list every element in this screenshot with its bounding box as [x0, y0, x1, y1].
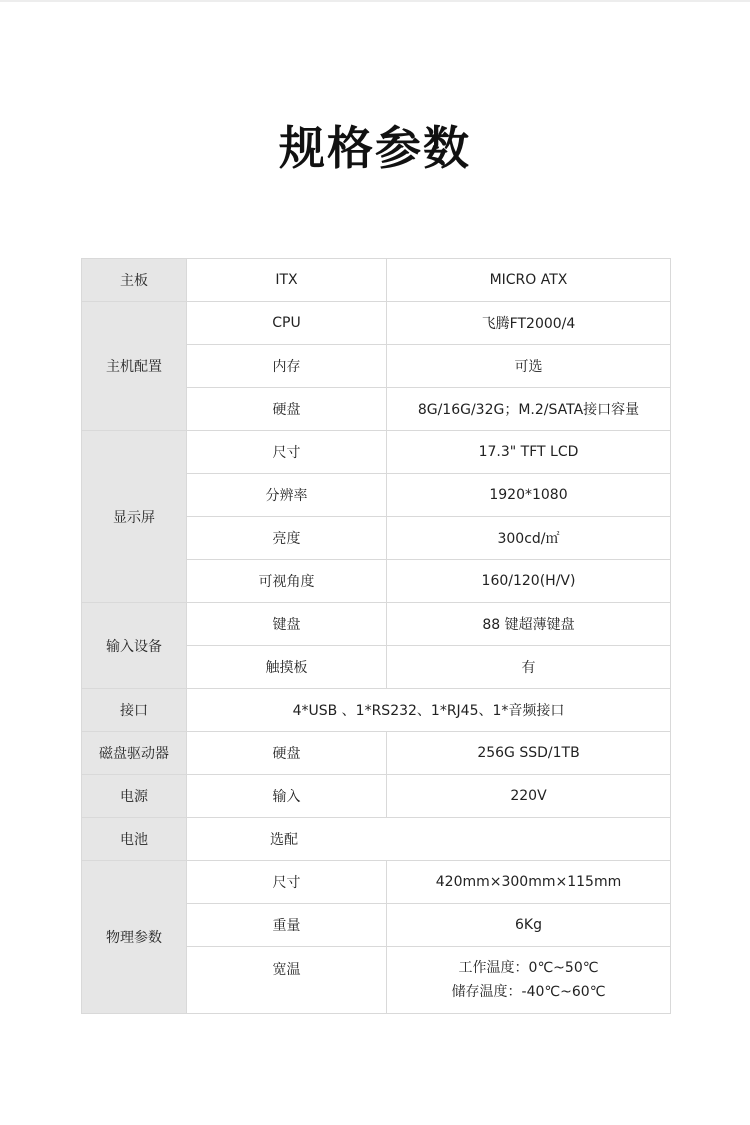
table-row	[82, 302, 671, 345]
table-cell: 256G SSD/1TB	[387, 732, 671, 775]
table-row	[82, 603, 671, 646]
category-host-config: 主机配置	[82, 302, 187, 431]
table-cell: 1920*1080	[387, 474, 671, 517]
table-cell: 160/120(H/V)	[387, 560, 671, 603]
table-cell: 重量	[187, 904, 387, 947]
table-cell: 输入	[187, 775, 387, 818]
table-cell: 分辨率	[187, 474, 387, 517]
table-cell: 220V	[387, 775, 671, 818]
category-battery: 电池	[82, 818, 187, 861]
page-title: 规格参数	[279, 121, 471, 175]
table-cell: 有	[387, 646, 671, 689]
table-row	[82, 818, 671, 861]
table-cell: CPU	[187, 302, 387, 345]
table-row	[82, 431, 671, 474]
table-cell: 88 键超薄键盘	[387, 603, 671, 646]
table-cell: 键盘	[187, 603, 387, 646]
table-cell: 飞腾FT2000/4	[387, 302, 671, 345]
table-row	[82, 259, 671, 302]
table-cell: 8G/16G/32G；M.2/SATA接口容量	[387, 388, 671, 431]
category-display: 显示屏	[82, 431, 187, 603]
spec-table	[81, 258, 671, 1014]
category-mainboard: 主板	[82, 259, 187, 302]
table-cell: 尺寸	[187, 861, 387, 904]
table-cell: MICRO ATX	[387, 259, 671, 302]
table-row	[82, 732, 671, 775]
table-cell: 亮度	[187, 517, 387, 560]
table-row	[82, 775, 671, 818]
category-drive: 磁盘驱动器	[82, 732, 187, 775]
table-cell: 硬盘	[187, 388, 387, 431]
category-power: 电源	[82, 775, 187, 818]
table-cell: 可视角度	[187, 560, 387, 603]
table-cell: ITX	[187, 259, 387, 302]
table-cell: 420mm×300mm×115mm	[387, 861, 671, 904]
work-temperature: 工作温度：0℃~50℃	[458, 960, 599, 976]
table-cell: 300cd/㎡	[387, 517, 671, 560]
table-cell: 可选	[387, 345, 671, 388]
table-cell: 4*USB 、1*RS232、1*RJ45、1*音频接口	[187, 689, 671, 732]
table-cell: 内存	[187, 345, 387, 388]
table-cell: 6Kg	[387, 904, 671, 947]
table-row	[82, 861, 671, 904]
category-physical: 物理参数	[82, 861, 187, 1014]
table-cell: 硬盘	[187, 732, 387, 775]
top-divider	[0, 0, 750, 2]
category-interface: 接口	[82, 689, 187, 732]
table-cell: 尺寸	[187, 431, 387, 474]
category-input: 输入设备	[82, 603, 187, 689]
table-cell: 触摸板	[187, 646, 387, 689]
table-cell: 17.3" TFT LCD	[387, 431, 671, 474]
table-cell-temperature	[387, 947, 671, 1014]
table-cell: 选配	[187, 818, 671, 861]
table-cell: 宽温	[187, 947, 387, 1014]
table-row	[82, 689, 671, 732]
storage-temperature: 储存温度：-40℃~60℃	[451, 984, 606, 1000]
